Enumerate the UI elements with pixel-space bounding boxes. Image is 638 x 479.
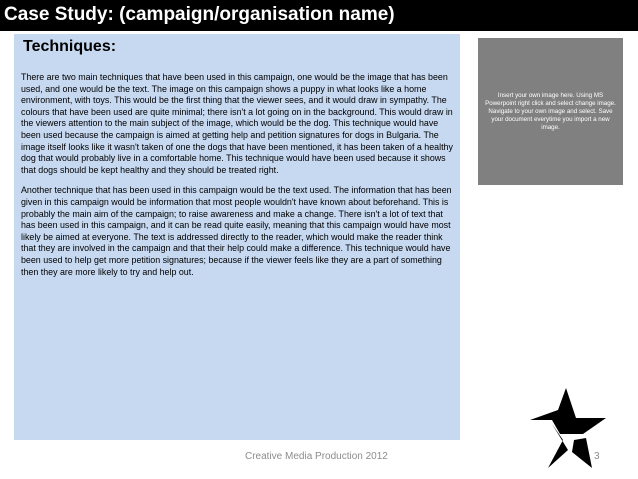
paragraph-1: There are two main techniques that have been used in this campaign, one would be the image that has been used, and one would be the text. The image on this campaign shows a puppy in what looks like a home environment, with toys. This would be the first thing that the viewer sees, and it would draw in sympathy. The colours that have been used are quite minimal; there isn't a lot going on in the background. This would draw in the viewers attention to the main subject of the image, which would be the dog. This technique would have been used because the campaign is aimed at getting help and petition signatures for dogs in Bulgaria. The image itself looks like it wasn't taken of one the dogs that have been mentioned, it has been taken of a healthy dog that would probably live in a comfortable home. This technique would have been used because it shows that dogs should be kept healthy and they should be treated right. [21,72,453,175]
body-text [21,72,459,287]
image-placeholder-text: Insert your own image here. Using MS Powerpoint right click and select change image. Navigate to your own image and select. Save your document everytime you import a new image. [485,91,616,131]
footer-text: Creative Media Production 2012 [245,451,388,462]
star-logo-icon [530,388,606,468]
image-placeholder[interactable] [478,38,623,185]
star-logo-right-shape [572,438,592,468]
page-number: 3 [594,451,600,462]
slide-title: Case Study: (campaign/organisation name) [0,0,638,31]
star-logo-top-shape [530,388,606,434]
section-heading: Techniques: [23,38,117,55]
paragraph-2: Another technique that has been used in this campaign would be the text used. The information that has been given in this campaign would be information that most people wouldn't have known about beforehand. This is probably the main aim of the campaign; to raise awareness and make a change. There isn't a lot of text that has been used in this campaign, and it can be read quite easily, meaning that this campaign would have most likely be aimed at everyone. The text is addressed directly to the reader, which would make the reader think that they are involved in the campaign and that their help could make a difference. This technique would have been used to help get more petition signatures; because if the viewer feels like they are a part of something then they are more likely to try and help out. [21,185,452,277]
